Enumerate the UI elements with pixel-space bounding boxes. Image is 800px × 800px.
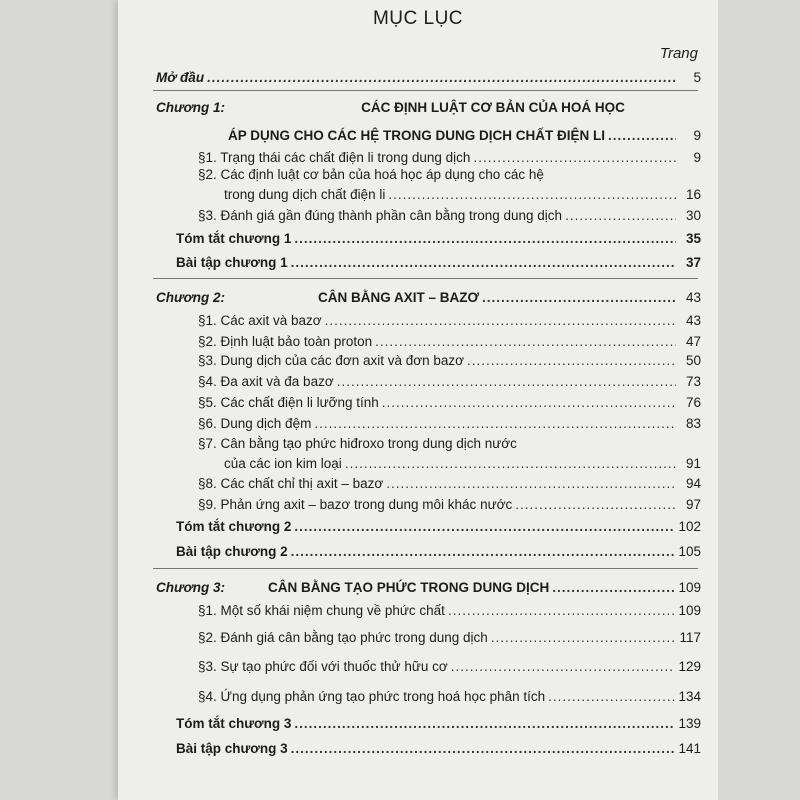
leader-dots xyxy=(375,334,676,349)
toc-entry-chapter-1: ÁP DỤNG CHO CÁC HỆ TRONG DUNG DỊCH CHẤT ĐIỆN LI ..... 9 xyxy=(228,128,701,143)
leader-dots xyxy=(294,519,675,534)
page-column-label: Trang xyxy=(659,45,698,62)
toc-entry-2-5: §5. Các chất điện li lưỡng tính ..... 76 xyxy=(198,395,701,410)
leader-dots xyxy=(325,313,676,328)
toc-entry-2-3: §3. Dung dịch của các đơn axit và đơn bazơ ..... 50 xyxy=(198,353,701,368)
toc-entry-3-3: §3. Sự tạo phức đối với thuốc thử hữu cơ ..... 129 xyxy=(198,659,701,674)
leader-dots xyxy=(337,374,676,389)
toc-entry-intro: Mở đầu ..... 5 xyxy=(156,70,701,85)
toc-entry-2-7: của các ion kim loại ..... 91 xyxy=(224,456,701,471)
toc-entry-2-4: §4. Đa axit và đa bazơ ..... 73 xyxy=(198,374,701,389)
toc-entry-3-4: §4. Ứng dụng phản ứng tạo phức trong hoá học phân tích ..... 134 xyxy=(198,689,701,704)
leader-dots xyxy=(294,716,675,731)
toc-entry-1-2: trong dung dịch chất điện li ..... 16 xyxy=(224,187,701,202)
leader-dots xyxy=(388,187,676,202)
leader-dots xyxy=(491,630,676,645)
leader-dots xyxy=(386,476,676,491)
leader-dots xyxy=(294,231,676,246)
leader-dots xyxy=(291,741,676,756)
leader-dots xyxy=(608,128,676,143)
toc-entry-3-1: §1. Một số khái niệm chung về phức chất ..... 109 xyxy=(198,603,701,618)
leader-dots xyxy=(451,659,676,674)
leader-dots xyxy=(291,544,676,559)
chapter-2-label: Chương 2: xyxy=(156,290,225,305)
toc-entry-2-9: §9. Phản ứng axit – bazơ trong dung môi khác nước ..... 97 xyxy=(198,497,701,512)
leader-dots xyxy=(473,150,676,165)
leader-dots xyxy=(448,603,676,618)
leader-dots xyxy=(548,689,675,704)
divider xyxy=(153,90,698,91)
toc-entry-1-exercises: Bài tập chương 1 ..... 37 xyxy=(176,255,701,270)
leader-dots xyxy=(565,208,676,223)
leader-dots xyxy=(515,497,676,512)
toc-entry-3-summary: Tóm tắt chương 3 ..... 139 xyxy=(176,716,701,731)
leader-dots xyxy=(207,70,676,85)
toc-entry-chapter-2: CÂN BẰNG AXIT – BAZƠ ..... 43 xyxy=(318,290,701,305)
toc-entry-3-2: §2. Đánh giá cân bằng tạo phức trong dung dịch ..... 117 xyxy=(198,630,701,645)
leader-dots xyxy=(345,456,676,471)
chapter-3-label: Chương 3: xyxy=(156,580,225,595)
toc-entry-2-8: §8. Các chất chỉ thị axit – bazơ ..... 94 xyxy=(198,476,701,491)
leader-dots xyxy=(552,580,675,595)
toc-entry-chapter-3: CÂN BẰNG TẠO PHỨC TRONG DUNG DỊCH ..... 109 xyxy=(268,580,701,595)
toc-entry-1-2-line1: §2. Các định luật cơ bản của hoá học áp dụng cho các hệ xyxy=(198,167,544,182)
toc-entry-3-exercises: Bài tập chương 3 ..... 141 xyxy=(176,741,701,756)
leader-dots xyxy=(467,353,676,368)
page-title: MỤC LỤC xyxy=(372,8,464,29)
book-page xyxy=(118,0,718,800)
leader-dots xyxy=(314,416,676,431)
leader-dots xyxy=(291,255,676,270)
toc-entry-2-7-line1: §7. Cân bằng tạo phức hiđroxo trong dung dịch nước xyxy=(198,436,517,451)
divider xyxy=(153,278,698,279)
toc-entry-2-summary: Tóm tắt chương 2 ..... 102 xyxy=(176,519,701,534)
chapter-1-title-line1: CÁC ĐỊNH LUẬT CƠ BẢN CỦA HOÁ HỌC xyxy=(361,100,625,115)
toc-entry-1-summary: Tóm tắt chương 1 ..... 35 xyxy=(176,231,701,246)
chapter-1-label: Chương 1: xyxy=(156,100,225,115)
toc-entry-2-6: §6. Dung dịch đệm ..... 83 xyxy=(198,416,701,431)
divider xyxy=(153,568,698,569)
toc-entry-2-exercises: Bài tập chương 2 ..... 105 xyxy=(176,544,701,559)
leader-dots xyxy=(382,395,676,410)
leader-dots xyxy=(482,290,676,305)
toc-entry-2-1: §1. Các axit và bazơ ..... 43 xyxy=(198,313,701,328)
toc-entry-1-3: §3. Đánh giá gần đúng thành phần cân bằng trong dung dịch ..... 30 xyxy=(198,208,701,223)
toc-entry-2-2: §2. Định luật bảo toàn proton ..... 47 xyxy=(198,334,701,349)
toc-entry-1-1: §1. Trạng thái các chất điện li trong dung dịch ..... 9 xyxy=(198,150,701,165)
